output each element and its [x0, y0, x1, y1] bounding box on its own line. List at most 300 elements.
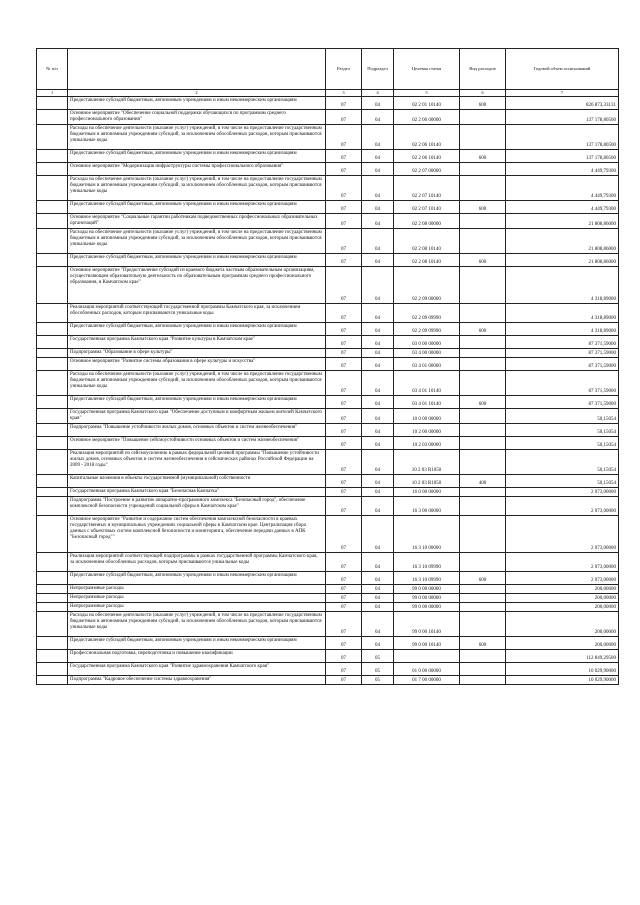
table-row [37, 304, 619, 323]
row-target-article: 16 3 10 00000 [394, 516, 460, 553]
row-podrazdel: 04 [362, 150, 394, 163]
row-razdel: 07 [326, 572, 362, 585]
row-razdel: 07 [326, 304, 362, 323]
row-name: Расходы на обеспечение деятельности (оказание услуг) учреждений, в том числе на предоставление государственным бюджетным и автономным учреждениям субсидий, за исключением обособленных расходов, которым присваиваются уникальные коды [68, 229, 326, 254]
row-target-article: 02 2 07 10140 [394, 176, 460, 201]
row-name: Основное мероприятие "Модернизация инфраструктуры системы профессионального образования" [68, 163, 326, 176]
row-expense-type [460, 409, 506, 424]
row-expense-type [460, 176, 506, 201]
table-row [37, 572, 619, 585]
row-number [37, 572, 68, 585]
row-name: Основное мероприятие "Обеспечение социальной поддержки обучающихся по программам среднего профессионального образования" [68, 110, 326, 125]
table-row [37, 371, 619, 396]
row-podrazdel: 04 [362, 516, 394, 553]
row-expense-type [460, 553, 506, 572]
row-amount: 4 318,89000 [506, 304, 619, 323]
row-name: Расходы на обеспечение деятельности (оказание услуг) учреждений, в том числе на предоставление государственным бюджетным и автономным учреждениям субсидий, за исключением обособленных расходов, которым присваиваются уникальные коды [68, 371, 326, 396]
header-amount: Годовой объем ассигнований [506, 49, 619, 90]
row-name: Подпрограмма "Кадровое обеспечение системы здравоохранения" [68, 676, 326, 685]
row-number [37, 475, 68, 488]
row-number [37, 676, 68, 685]
row-podrazdel: 04 [362, 437, 394, 450]
table-header [37, 49, 619, 90]
row-number [37, 201, 68, 214]
row-expense-type [460, 585, 506, 594]
row-amount: 21 808,86000 [506, 229, 619, 254]
row-number [37, 594, 68, 603]
row-podrazdel: 04 [362, 585, 394, 594]
table-row [37, 267, 619, 304]
row-amount: 50,15054 [506, 409, 619, 424]
row-target-article: 02 2 06 10140 [394, 150, 460, 163]
row-number [37, 424, 68, 437]
row-expense-type [460, 358, 506, 371]
row-amount: 112 849,29500 [506, 650, 619, 663]
row-name: Основное мероприятие "Предоставление субсидий из краевого бюджета частным образовательным организациям, осуществляющим образовательную деятельность по образовательным программам среднего профессионального образования, в Камчатском крае" [68, 267, 326, 304]
row-name: Непрограммные расходы [68, 603, 326, 612]
row-podrazdel: 04 [362, 409, 394, 424]
row-amount: 4 449,79300 [506, 201, 619, 214]
row-name: Профессиональная подготовка, переподготовка и повышение квалификации [68, 650, 326, 663]
row-razdel: 07 [326, 336, 362, 349]
row-podrazdel: 04 [362, 424, 394, 437]
row-expense-type [460, 371, 506, 396]
row-number [37, 497, 68, 516]
row-target-article: 99 0 00 00000 [394, 585, 460, 594]
row-expense-type [460, 424, 506, 437]
row-amount: 137 178,80500 [506, 110, 619, 125]
table-row [37, 637, 619, 650]
row-number [37, 603, 68, 612]
table-row [37, 396, 619, 409]
table-row [37, 176, 619, 201]
table-row [37, 603, 619, 612]
row-podrazdel: 04 [362, 497, 394, 516]
row-expense-type: 600 [460, 254, 506, 267]
row-target-article: 03 4 00 00000 [394, 349, 460, 358]
row-number [37, 396, 68, 409]
row-amount: 87 371,59000 [506, 349, 619, 358]
column-index: 3 [326, 90, 362, 97]
row-podrazdel: 04 [362, 323, 394, 336]
row-podrazdel: 04 [362, 475, 394, 488]
row-expense-type [460, 349, 506, 358]
row-podrazdel: 04 [362, 594, 394, 603]
row-amount: 87 371,59000 [506, 371, 619, 396]
column-index: 2 [68, 90, 326, 97]
row-number [37, 650, 68, 663]
row-name: Основное мероприятие "Развитие системы образования в сфере культуры и искусства" [68, 358, 326, 371]
table-row [37, 437, 619, 450]
row-target-article: 16 0 00 00000 [394, 488, 460, 497]
table-row [37, 229, 619, 254]
row-razdel: 07 [326, 497, 362, 516]
row-number [37, 323, 68, 336]
row-name: Основное мероприятие "Повышение сейсмоустойчивости основных объектов и систем жизнеобеспечения" [68, 437, 326, 450]
row-name: Основное мероприятие "Социальные гарантии работникам подведомственных профессиональных образовательных организаций" [68, 214, 326, 229]
table-row [37, 358, 619, 371]
table-row [37, 349, 619, 358]
row-amount: 200,00000 [506, 612, 619, 637]
row-target-article: 02 2 01 10140 [394, 97, 460, 110]
column-index: 6 [460, 90, 506, 97]
row-target-article: 02 2 07 00000 [394, 163, 460, 176]
row-amount: 87 371,59000 [506, 336, 619, 349]
row-target-article: 03 4 01 00000 [394, 358, 460, 371]
row-amount: 137 178,80500 [506, 125, 619, 150]
row-podrazdel: 04 [362, 336, 394, 349]
row-number [37, 336, 68, 349]
row-expense-type [460, 603, 506, 612]
row-amount: 21 808,86000 [506, 254, 619, 267]
row-podrazdel: 04 [362, 612, 394, 637]
row-target-article: 02 2 06 00000 [394, 110, 460, 125]
table-row [37, 488, 619, 497]
row-amount: 4 318,89000 [506, 323, 619, 336]
row-podrazdel: 04 [362, 163, 394, 176]
row-expense-type [460, 214, 506, 229]
row-expense-type [460, 488, 506, 497]
table-row [37, 336, 619, 349]
row-name: Предоставление субсидий бюджетным, автономным учреждениям и иным некоммерческим организациям [68, 637, 326, 650]
row-target-article: 99 0 00 00000 [394, 594, 460, 603]
row-number [37, 254, 68, 267]
row-podrazdel: 04 [362, 201, 394, 214]
row-expense-type [460, 304, 506, 323]
row-number [37, 349, 68, 358]
column-index: 4 [362, 90, 394, 97]
row-name: Предоставление субсидий бюджетным, автономным учреждениям и иным некоммерческим организациям [68, 201, 326, 214]
row-target-article: 03 4 01 10140 [394, 371, 460, 396]
row-number [37, 437, 68, 450]
row-name: Предоставление субсидий бюджетным, автономным учреждениям и иным некоммерческим организациям [68, 150, 326, 163]
row-name: Предоставление субсидий бюджетным, автономным учреждениям и иным некоммерческим организациям [68, 396, 326, 409]
row-razdel: 07 [326, 676, 362, 685]
row-name: Государственная программа Камчатского края "Развитие культуры в Камчатском крае" [68, 336, 326, 349]
row-amount: 50,15054 [506, 424, 619, 437]
table-row [37, 97, 619, 110]
row-number [37, 150, 68, 163]
column-index: 1 [37, 90, 68, 97]
row-podrazdel: 04 [362, 603, 394, 612]
row-name: Подпрограмма "Повышение устойчивости жилых домов, основных объектов и систем жизнеобеспечения" [68, 424, 326, 437]
table-row [37, 585, 619, 594]
budget-table [36, 48, 619, 685]
row-name: Государственная программа Камчатского края "Развитие здравоохранения Камчатского края" [68, 663, 326, 676]
row-name: Капитальные вложения в объекты государственной (муниципальной) собственности [68, 475, 326, 488]
row-podrazdel: 04 [362, 214, 394, 229]
row-razdel: 07 [326, 214, 362, 229]
row-razdel: 07 [326, 358, 362, 371]
row-razdel: 07 [326, 371, 362, 396]
row-amount: 50,15054 [506, 450, 619, 475]
header-target-article: Целевая статья [394, 49, 460, 90]
row-expense-type [460, 516, 506, 553]
row-name: Расходы на обеспечение деятельности (оказание услуг) учреждений, в том числе на предоставление государственным бюджетным и автономным учреждениям субсидий, за исключением обособленных расходов, которым присваиваются уникальные коды [68, 612, 326, 637]
row-razdel: 07 [326, 349, 362, 358]
row-amount: 2 073,00000 [506, 553, 619, 572]
column-index: 5 [394, 90, 460, 97]
row-podrazdel: 04 [362, 349, 394, 358]
row-expense-type [460, 125, 506, 150]
row-name: Непрограммные расходы [68, 585, 326, 594]
row-razdel: 07 [326, 637, 362, 650]
row-name: Реализация мероприятий соответствующей государственной программы Камчатского края, за исключением обособленных расходов, которым присваиваются уникальные коды [68, 304, 326, 323]
row-razdel: 07 [326, 594, 362, 603]
row-name: Предоставление субсидий бюджетным, автономным учреждениям и иным некоммерческим организациям [68, 572, 326, 585]
row-target-article: 16 3 00 00000 [394, 497, 460, 516]
row-name: Государственная программа Камчатского края "Обеспечение доступным и комфортным жильем жителей Камчатского края" [68, 409, 326, 424]
row-amount: 10 029,90000 [506, 663, 619, 676]
table-row [37, 201, 619, 214]
row-number [37, 304, 68, 323]
table-row [37, 214, 619, 229]
row-podrazdel: 04 [362, 304, 394, 323]
table-row [37, 516, 619, 553]
row-expense-type [460, 663, 506, 676]
row-target-article: 10 2 03 R1050 [394, 450, 460, 475]
row-razdel: 07 [326, 97, 362, 110]
row-amount: 200,00000 [506, 637, 619, 650]
row-number [37, 516, 68, 553]
row-name: Расходы на обеспечение деятельности (оказание услуг) учреждений, в том числе на предоставление государственным бюджетным и автономным учреждениям субсидий, за исключением обособленных расходов, которым присваиваются уникальные коды [68, 176, 326, 201]
row-razdel: 07 [326, 409, 362, 424]
column-index-row [37, 90, 619, 97]
header-razdel: Раздел [326, 49, 362, 90]
header-num: № п/п [37, 49, 68, 90]
row-expense-type [460, 110, 506, 125]
table-row [37, 612, 619, 637]
table-row [37, 125, 619, 150]
row-name: Государственная программа Камчатского края "Безопасная Камчатка" [68, 488, 326, 497]
row-target-article: 02 2 09 09990 [394, 304, 460, 323]
row-podrazdel: 04 [362, 267, 394, 304]
row-name: Предоставление субсидий бюджетным, автономным учреждениям и иным некоммерческим организациям [68, 254, 326, 267]
row-target-article: 01 7 00 00000 [394, 676, 460, 685]
row-podrazdel: 04 [362, 450, 394, 475]
row-amount: 200,00000 [506, 585, 619, 594]
row-name: Подпрограмма "Построение и развитие аппаратно-программного комплекса "Безопасный город", обеспечение комплексной безопасности учреждений социальной сферы в Камчатском крае" [68, 497, 326, 516]
table-row [37, 650, 619, 663]
row-number [37, 125, 68, 150]
row-razdel: 07 [326, 163, 362, 176]
table-row [37, 497, 619, 516]
row-podrazdel: 04 [362, 637, 394, 650]
row-razdel: 07 [326, 488, 362, 497]
row-podrazdel: 05 [362, 663, 394, 676]
row-podrazdel: 04 [362, 97, 394, 110]
row-expense-type: 600 [460, 97, 506, 110]
row-number [37, 663, 68, 676]
row-expense-type [460, 267, 506, 304]
row-podrazdel: 04 [362, 254, 394, 267]
row-expense-type: 600 [460, 637, 506, 650]
row-podrazdel: 04 [362, 572, 394, 585]
row-expense-type [460, 497, 506, 516]
row-target-article: 02 2 08 00000 [394, 214, 460, 229]
row-razdel: 07 [326, 585, 362, 594]
row-number [37, 267, 68, 304]
table-body [37, 90, 619, 685]
row-amount: 87 371,59000 [506, 358, 619, 371]
row-name: Реализация мероприятий соответствующей подпрограммы в рамках государственной программы Камчатского края, за исключением обособленных расходов, которым присваиваются уникальные коды [68, 553, 326, 572]
row-name: Реализация мероприятий по сейсмоусилению в рамках федеральной целевой программы "Повышение устойчивости жилых домов, основных объектов и систем жизнеобеспечения в сейсмических районах Российской Федерации на 2009 - 2018 годы" [68, 450, 326, 475]
row-name: Предоставление субсидий бюджетным, автономным учреждениям и иным некоммерческим организациям [68, 323, 326, 336]
table-row [37, 594, 619, 603]
row-expense-type [460, 336, 506, 349]
row-razdel: 07 [326, 125, 362, 150]
row-target-article: 02 2 07 10140 [394, 201, 460, 214]
row-razdel: 07 [326, 110, 362, 125]
row-razdel: 07 [326, 254, 362, 267]
row-razdel: 07 [326, 663, 362, 676]
row-expense-type: 600 [460, 323, 506, 336]
row-target-article [394, 650, 460, 663]
row-expense-type: 600 [460, 150, 506, 163]
row-amount: 2 073,00000 [506, 572, 619, 585]
row-name: Подпрограмма "Образование в сфере культуры" [68, 349, 326, 358]
row-target-article: 02 2 08 10140 [394, 229, 460, 254]
row-name: Предоставление субсидий бюджетным, автономным учреждениям и иным некоммерческим организациям [68, 97, 326, 110]
row-number [37, 97, 68, 110]
row-number [37, 229, 68, 254]
row-razdel: 07 [326, 229, 362, 254]
header-name [68, 49, 326, 90]
row-amount: 4 449,79300 [506, 163, 619, 176]
row-target-article: 02 2 08 10140 [394, 254, 460, 267]
row-amount: 4 449,79300 [506, 176, 619, 201]
row-razdel: 07 [326, 612, 362, 637]
table-row [37, 450, 619, 475]
row-amount: 826 873,33131 [506, 97, 619, 110]
row-target-article: 10 0 00 00000 [394, 409, 460, 424]
row-target-article: 01 0 00 00000 [394, 663, 460, 676]
row-target-article: 10 2 00 00000 [394, 424, 460, 437]
row-razdel: 07 [326, 323, 362, 336]
row-amount: 4 318,89000 [506, 267, 619, 304]
row-podrazdel: 04 [362, 396, 394, 409]
row-expense-type [460, 437, 506, 450]
row-amount: 50,15054 [506, 475, 619, 488]
row-podrazdel: 04 [362, 553, 394, 572]
row-razdel: 07 [326, 267, 362, 304]
row-number [37, 488, 68, 497]
row-name: Основное мероприятие "Развитие и содержание систем обеспечения комплексной безопасности в краевых государственных и муниципальных учреждениях социальной сферы в Камчатском крае. Централизация сбора данных с объектовых систем комплексной безопасности и мониторинга, обеспечение передачи данных в АПК "Безопасный город"" [68, 516, 326, 553]
row-amount: 200,00000 [506, 603, 619, 612]
row-razdel: 07 [326, 475, 362, 488]
row-number [37, 585, 68, 594]
row-expense-type: 600 [460, 201, 506, 214]
row-expense-type [460, 229, 506, 254]
row-amount: 21 808,86000 [506, 214, 619, 229]
row-razdel: 07 [326, 437, 362, 450]
row-podrazdel: 05 [362, 676, 394, 685]
row-target-article: 03 0 00 00000 [394, 336, 460, 349]
table-row [37, 150, 619, 163]
row-amount: 2 073,00000 [506, 497, 619, 516]
row-expense-type [460, 594, 506, 603]
row-number [37, 176, 68, 201]
header-expense-type: Вид расходов [460, 49, 506, 90]
column-index: 7 [506, 90, 619, 97]
row-target-article: 02 2 09 09990 [394, 323, 460, 336]
table-row [37, 676, 619, 685]
row-expense-type [460, 163, 506, 176]
row-expense-type [460, 612, 506, 637]
row-podrazdel: 04 [362, 176, 394, 201]
table-row [37, 110, 619, 125]
row-expense-type: 600 [460, 572, 506, 585]
row-name: Непрограммные расходы [68, 594, 326, 603]
row-target-article: 99 0 00 10140 [394, 612, 460, 637]
row-razdel: 07 [326, 450, 362, 475]
row-number [37, 214, 68, 229]
row-number [37, 110, 68, 125]
row-amount: 50,15054 [506, 437, 619, 450]
row-target-article: 10 2 03 R1050 [394, 475, 460, 488]
row-podrazdel: 04 [362, 125, 394, 150]
row-podrazdel: 04 [362, 110, 394, 125]
row-amount: 137 178,80500 [506, 150, 619, 163]
row-podrazdel: 04 [362, 371, 394, 396]
row-target-article: 16 3 10 09990 [394, 553, 460, 572]
table-row [37, 424, 619, 437]
row-number [37, 553, 68, 572]
table-row [37, 475, 619, 488]
row-target-article: 03 4 01 10140 [394, 396, 460, 409]
row-target-article: 16 3 10 09990 [394, 572, 460, 585]
table-row [37, 409, 619, 424]
row-expense-type: 600 [460, 396, 506, 409]
row-amount: 2 073,00000 [506, 516, 619, 553]
row-razdel: 07 [326, 650, 362, 663]
row-razdel: 07 [326, 396, 362, 409]
row-target-article: 02 2 09 00000 [394, 267, 460, 304]
table-row [37, 163, 619, 176]
row-expense-type [460, 650, 506, 663]
row-number [37, 409, 68, 424]
row-podrazdel: 04 [362, 488, 394, 497]
row-amount: 87 371,59000 [506, 396, 619, 409]
row-number [37, 371, 68, 396]
row-amount: 2 073,00000 [506, 488, 619, 497]
row-name: Расходы на обеспечение деятельности (оказание услуг) учреждений, в том числе на предоставление государственным бюджетным и автономным учреждениям субсидий, за исключением обособленных расходов, которым присваиваются уникальные коды [68, 125, 326, 150]
row-expense-type [460, 450, 506, 475]
row-podrazdel: 04 [362, 229, 394, 254]
row-razdel: 07 [326, 553, 362, 572]
row-target-article: 99 0 00 00000 [394, 603, 460, 612]
row-razdel: 07 [326, 424, 362, 437]
row-expense-type [460, 676, 506, 685]
row-number [37, 612, 68, 637]
row-razdel: 07 [326, 176, 362, 201]
row-number [37, 358, 68, 371]
row-razdel: 07 [326, 201, 362, 214]
table-row [37, 254, 619, 267]
row-razdel: 07 [326, 603, 362, 612]
row-amount: 10 029,90000 [506, 676, 619, 685]
row-target-article: 99 0 00 10140 [394, 637, 460, 650]
row-razdel: 07 [326, 516, 362, 553]
row-podrazdel: 05 [362, 650, 394, 663]
row-amount: 200,00000 [506, 594, 619, 603]
row-podrazdel: 04 [362, 358, 394, 371]
row-expense-type: 400 [460, 475, 506, 488]
table-row [37, 553, 619, 572]
row-target-article: 02 2 06 10140 [394, 125, 460, 150]
header-podrazdel: Подраздел [362, 49, 394, 90]
row-number [37, 637, 68, 650]
